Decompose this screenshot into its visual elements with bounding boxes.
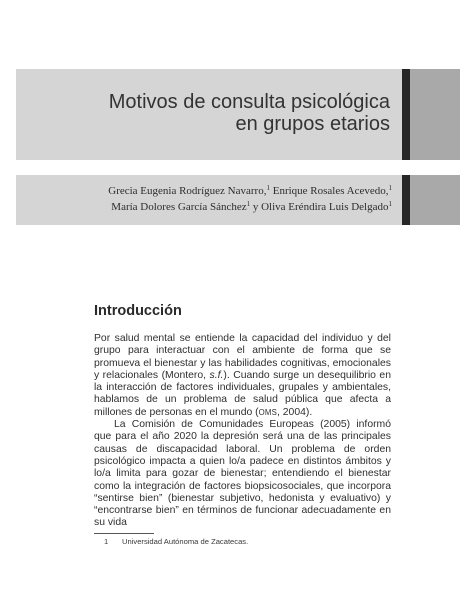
footnote-number: 1 bbox=[104, 537, 109, 546]
author-line-2 bbox=[108, 199, 392, 215]
affiliation-marker: 1 bbox=[388, 184, 392, 192]
chapter-title-line-1: Motivos de consulta psicológica bbox=[108, 91, 390, 113]
paragraph-1 bbox=[94, 333, 391, 419]
author-line-1 bbox=[108, 183, 392, 199]
author-garcia: María Dolores García Sánchez bbox=[111, 201, 247, 213]
footnote-text: Universidad Autónoma de Zacatecas. bbox=[122, 537, 249, 546]
affiliation-marker: 1 bbox=[388, 200, 392, 208]
author-side-block bbox=[410, 175, 460, 225]
section-heading: Introducción bbox=[94, 303, 182, 319]
affiliation-marker: 1 bbox=[246, 200, 251, 208]
paragraph-1-text-b: ). Cuando surge un desequilibrio en la interacción de factores individuales, grupales y ambientales, hablamos de un problema de salud pública que afecta a millones de personas en el mundo ( bbox=[94, 369, 391, 418]
affiliation-marker: 1 bbox=[266, 184, 270, 192]
author-list bbox=[108, 183, 392, 215]
author-rodriguez: Grecia Eugenia Rodríguez Navarro, bbox=[108, 185, 267, 197]
footnote-rule bbox=[94, 533, 154, 534]
title-accent-bar bbox=[402, 69, 410, 160]
paragraph-1-text-c: , 2004). bbox=[277, 406, 313, 418]
body-text bbox=[94, 333, 391, 530]
citation-oms: OMS bbox=[258, 407, 277, 417]
author-rosales: Enrique Rosales Acevedo, bbox=[269, 185, 389, 197]
footnote bbox=[104, 537, 248, 546]
author-accent-bar bbox=[402, 175, 410, 225]
paragraph-2: La Comisión de Comunidades Europeas (2005) informó que para el año 2020 la depresión será una de las principales causas de discapacidad laboral. Un problema de orden psicológico impacta a quien lo/a padece en distintos ámbitos y lo/a limita para gozar de bienestar; entendiendo el bienestar como la integración de factores biopsicosociales, que incorpora “sentirse bien” (bienestar subjetivo, hedonista y evaluativo) y “encontrarse bien” en términos de funcionar adecuadamente en su vida bbox=[94, 419, 391, 529]
paragraph-1-text-a: Por salud mental se entiende la capacidad del individuo y del grupo para interactuar con el ambiente de forma que se promueva el bienestar y las habilidades cognitivas, emocionales y relacionales (Montero, bbox=[94, 333, 391, 381]
title-side-block bbox=[410, 69, 460, 160]
chapter-title-line-2: en grupos etarios bbox=[235, 113, 390, 135]
chapter-title bbox=[109, 91, 390, 135]
author-luis: y Oliva Eréndira Luis Delgado bbox=[250, 201, 389, 213]
citation-sf: s.f. bbox=[209, 369, 224, 381]
